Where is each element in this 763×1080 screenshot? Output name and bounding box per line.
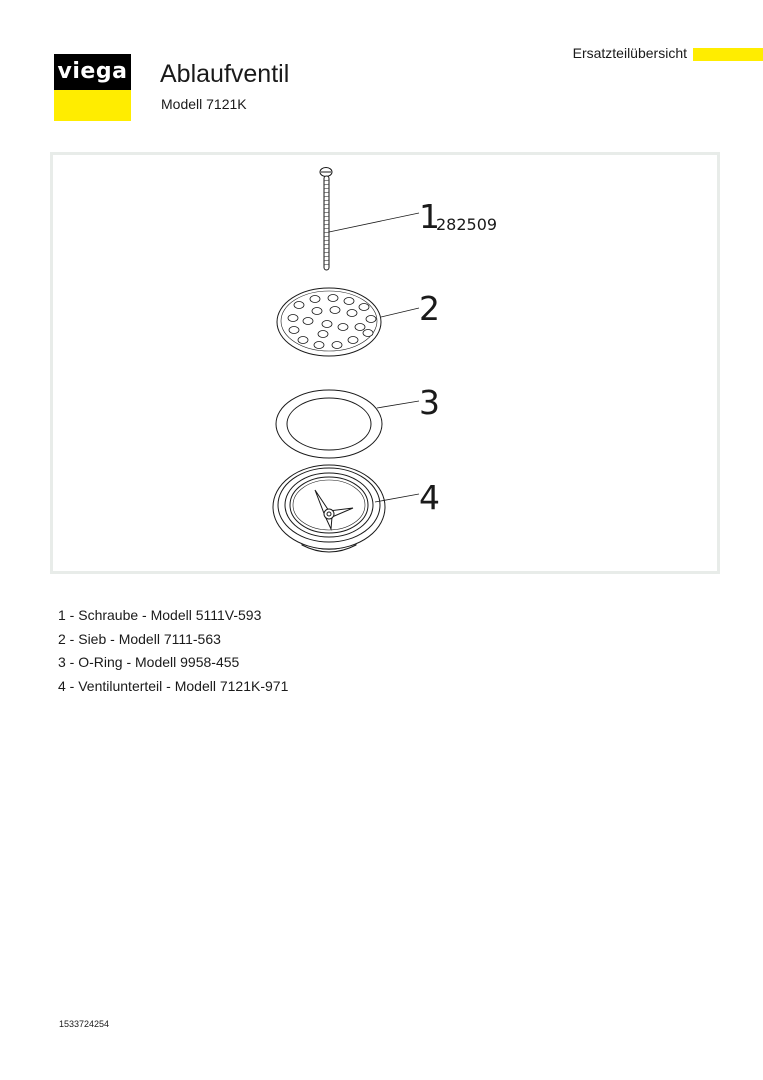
- o-ring-part: [276, 390, 382, 458]
- document-type-label: Ersatzteilübersicht: [572, 45, 687, 61]
- viega-logo: [54, 54, 131, 121]
- page-title: Ablaufventil: [160, 60, 290, 88]
- logo-yellow-block: [54, 90, 131, 121]
- exploded-drawing-frame: [50, 152, 720, 574]
- callout-1-number: 1: [419, 197, 440, 236]
- callout-2-number: 2: [419, 289, 440, 328]
- parts-list-item: 1 - Schraube - Modell 5111V-593: [58, 607, 262, 623]
- parts-list-item: 2 - Sieb - Modell 7111-563: [58, 630, 221, 647]
- leader-lines: [329, 213, 419, 502]
- callout-4-number: 4: [419, 478, 440, 517]
- document-number: 1533724254: [59, 1019, 110, 1029]
- valve-body-part: [273, 465, 385, 552]
- parts-list-item: 3 - O-Ring - Modell 9958-455: [58, 654, 240, 670]
- logo-wordmark: viega: [57, 59, 128, 84]
- screw-part: [320, 168, 332, 271]
- exploded-drawing: [53, 155, 717, 571]
- parts-list: [58, 604, 288, 698]
- strainer-part: [277, 288, 381, 356]
- callout-3-number: 3: [419, 383, 440, 422]
- callout-1-article-number: 282509: [436, 215, 498, 234]
- parts-list-item: 4 - Ventilunterteil - Modell 7121K-971: [58, 677, 289, 694]
- model-subtitle: Modell 7121K: [161, 96, 247, 112]
- document-type-bar: [693, 48, 763, 61]
